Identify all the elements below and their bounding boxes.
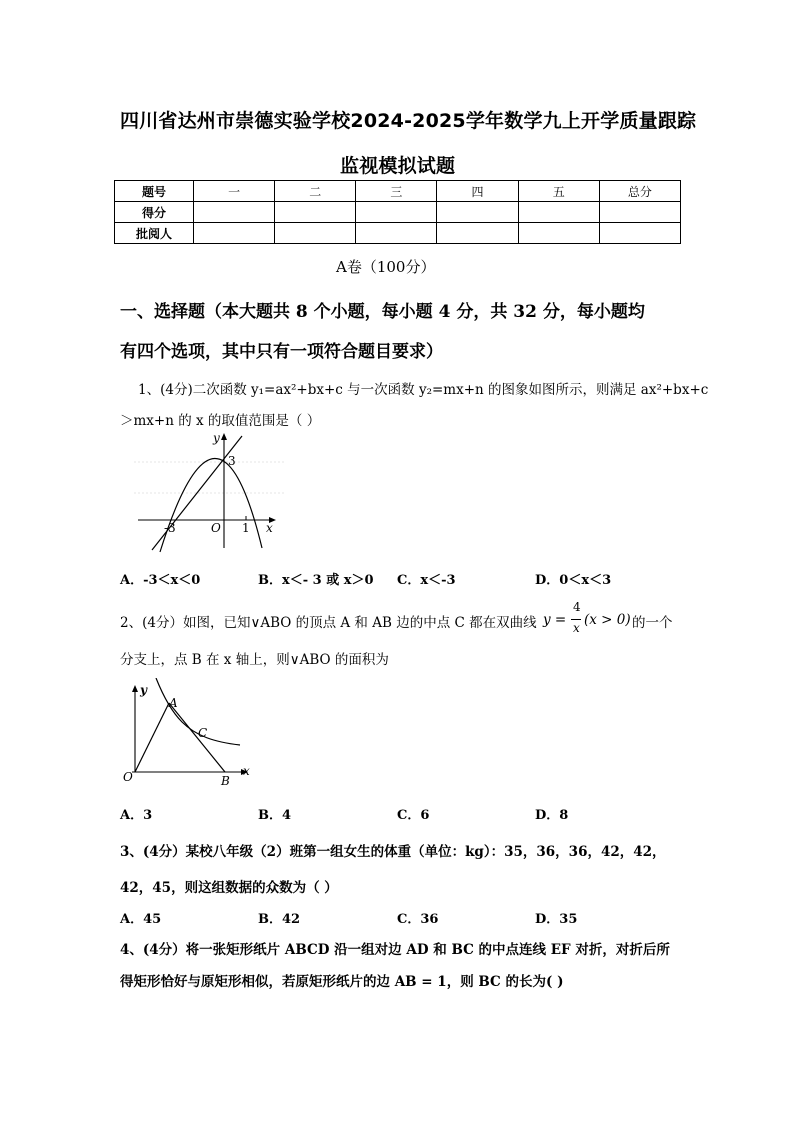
- score-row-label: 得分: [115, 202, 194, 223]
- section-heading-line1: 一、选择题（本大题共 8 个小题，每小题 4 分，共 32 分，每小题均: [120, 302, 645, 322]
- q2-y-arrow: [132, 685, 138, 692]
- q1-x-label: x: [266, 521, 273, 535]
- exam-title-line1: 四川省达州市崇德实验学校2024-2025学年数学九上开学质量跟踪: [120, 110, 697, 132]
- q1-y-label: y: [213, 431, 220, 445]
- exam-title-line2: 监视模拟试题: [340, 155, 456, 177]
- q1-parabola: [160, 458, 262, 552]
- q2-point-c-label: C: [198, 726, 208, 740]
- question-4-text-line1: 4、(4分）将一张矩形纸片 ABCD 沿一组对边 AD 和 BC 的中点连线 EF 对折，对折后所: [120, 942, 670, 958]
- score-table-header-row: [115, 181, 681, 202]
- reviewer-cell[interactable]: [518, 223, 599, 244]
- question-1-text-line1: 1、(4分)二次函数 y₁=ax²+bx+c 与一次函数 y₂=mx+n 的图象如图所示，则满足 ax²+bx+c: [138, 382, 709, 398]
- paper-label: A卷（100分）: [336, 258, 436, 276]
- score-header-cell: 总分: [599, 181, 680, 202]
- q2-y-label: y: [140, 683, 147, 697]
- score-cell[interactable]: [194, 202, 275, 223]
- q1-y-arrow: [221, 433, 227, 440]
- q2-x-label: x: [243, 764, 250, 778]
- question-3-text-line2: 42，45，则这组数据的众数为（ ）: [120, 880, 338, 896]
- reviewer-cell[interactable]: [194, 223, 275, 244]
- q1-neg-tick-label: -3: [164, 521, 176, 535]
- formula-condition: (x > 0): [584, 612, 631, 628]
- question-3-option-c[interactable]: C．36: [397, 912, 439, 927]
- formula-numerator: 4: [573, 600, 581, 614]
- score-row: [115, 202, 681, 223]
- question-2-figure: [120, 678, 260, 790]
- question-2-option-c[interactable]: C．6: [397, 808, 430, 823]
- score-cell[interactable]: [437, 202, 518, 223]
- q1-origin-label: O: [211, 521, 221, 535]
- reviewer-cell[interactable]: [356, 223, 437, 244]
- question-2-option-d[interactable]: D．8: [535, 808, 569, 823]
- question-2-text-line2: 分支上，点 B 在 x 轴上，则∨ABO 的面积为: [120, 652, 389, 668]
- score-header-cell: 二: [275, 181, 356, 202]
- q1-y-intercept-label: 3: [228, 454, 236, 468]
- question-3-option-b[interactable]: B．42: [258, 912, 301, 927]
- q2-segment-ab: [169, 703, 225, 772]
- formula-lhs: y =: [543, 612, 567, 628]
- reviewer-cell[interactable]: [437, 223, 518, 244]
- question-2-option-b[interactable]: B．4: [258, 808, 292, 823]
- question-1-option-c[interactable]: C．x＜-3: [397, 573, 456, 588]
- q2-segment-oa: [135, 703, 169, 772]
- formula-fraction-bar: [571, 619, 581, 620]
- score-header-cell: 四: [437, 181, 518, 202]
- section-heading-line2: 有四个选项，其中只有一项符合题目要求）: [120, 342, 443, 362]
- question-3-text-line1: 3、(4分）某校八年级（2）班第一组女生的体重（单位：kg）：35，36，36，42，42，: [120, 844, 666, 860]
- reviewer-cell[interactable]: [599, 223, 680, 244]
- score-cell[interactable]: [275, 202, 356, 223]
- question-3-option-a[interactable]: A．45: [120, 912, 162, 927]
- question-2-text-line1b: 的一个: [632, 615, 673, 631]
- score-cell[interactable]: [518, 202, 599, 223]
- question-1-option-d[interactable]: D．0＜x＜3: [535, 573, 612, 588]
- question-2-option-a[interactable]: A．3: [120, 808, 153, 823]
- q1-pos-tick-label: 1: [242, 521, 250, 535]
- question-2-text-line1a: 2、(4分）如图，已知∨ABO 的顶点 A 和 AB 边的中点 C 都在双曲线: [120, 615, 537, 631]
- score-header-cell: 三: [356, 181, 437, 202]
- question-3-option-d[interactable]: D．35: [535, 912, 578, 927]
- reviewer-cell[interactable]: [275, 223, 356, 244]
- score-table: [114, 180, 681, 244]
- score-header-cell: 五: [518, 181, 599, 202]
- score-header-cell: 一: [194, 181, 275, 202]
- reviewer-row: [115, 223, 681, 244]
- q2-point-a-label: A: [169, 696, 178, 710]
- question-1-option-b[interactable]: B．x＜- 3 或 x＞0: [258, 573, 374, 588]
- q2-origin-label: O: [123, 770, 133, 784]
- question-2-formula: [543, 600, 631, 640]
- question-1-figure: [134, 428, 284, 553]
- formula-denominator: x: [573, 621, 580, 635]
- question-4-text-line2: 得矩形恰好与原矩形相似，若原矩形纸片的边 AB = 1，则 BC 的长为( ): [120, 974, 564, 990]
- q2-point-b-label: B: [221, 774, 230, 788]
- question-1-option-a[interactable]: A．-3＜x＜0: [120, 573, 201, 588]
- score-cell[interactable]: [356, 202, 437, 223]
- reviewer-row-label: 批阅人: [115, 223, 194, 244]
- score-header-cell: 题号: [115, 181, 194, 202]
- question-1-text-line2: ＞mx+n 的 x 的取值范围是（ ）: [120, 413, 321, 429]
- score-cell[interactable]: [599, 202, 680, 223]
